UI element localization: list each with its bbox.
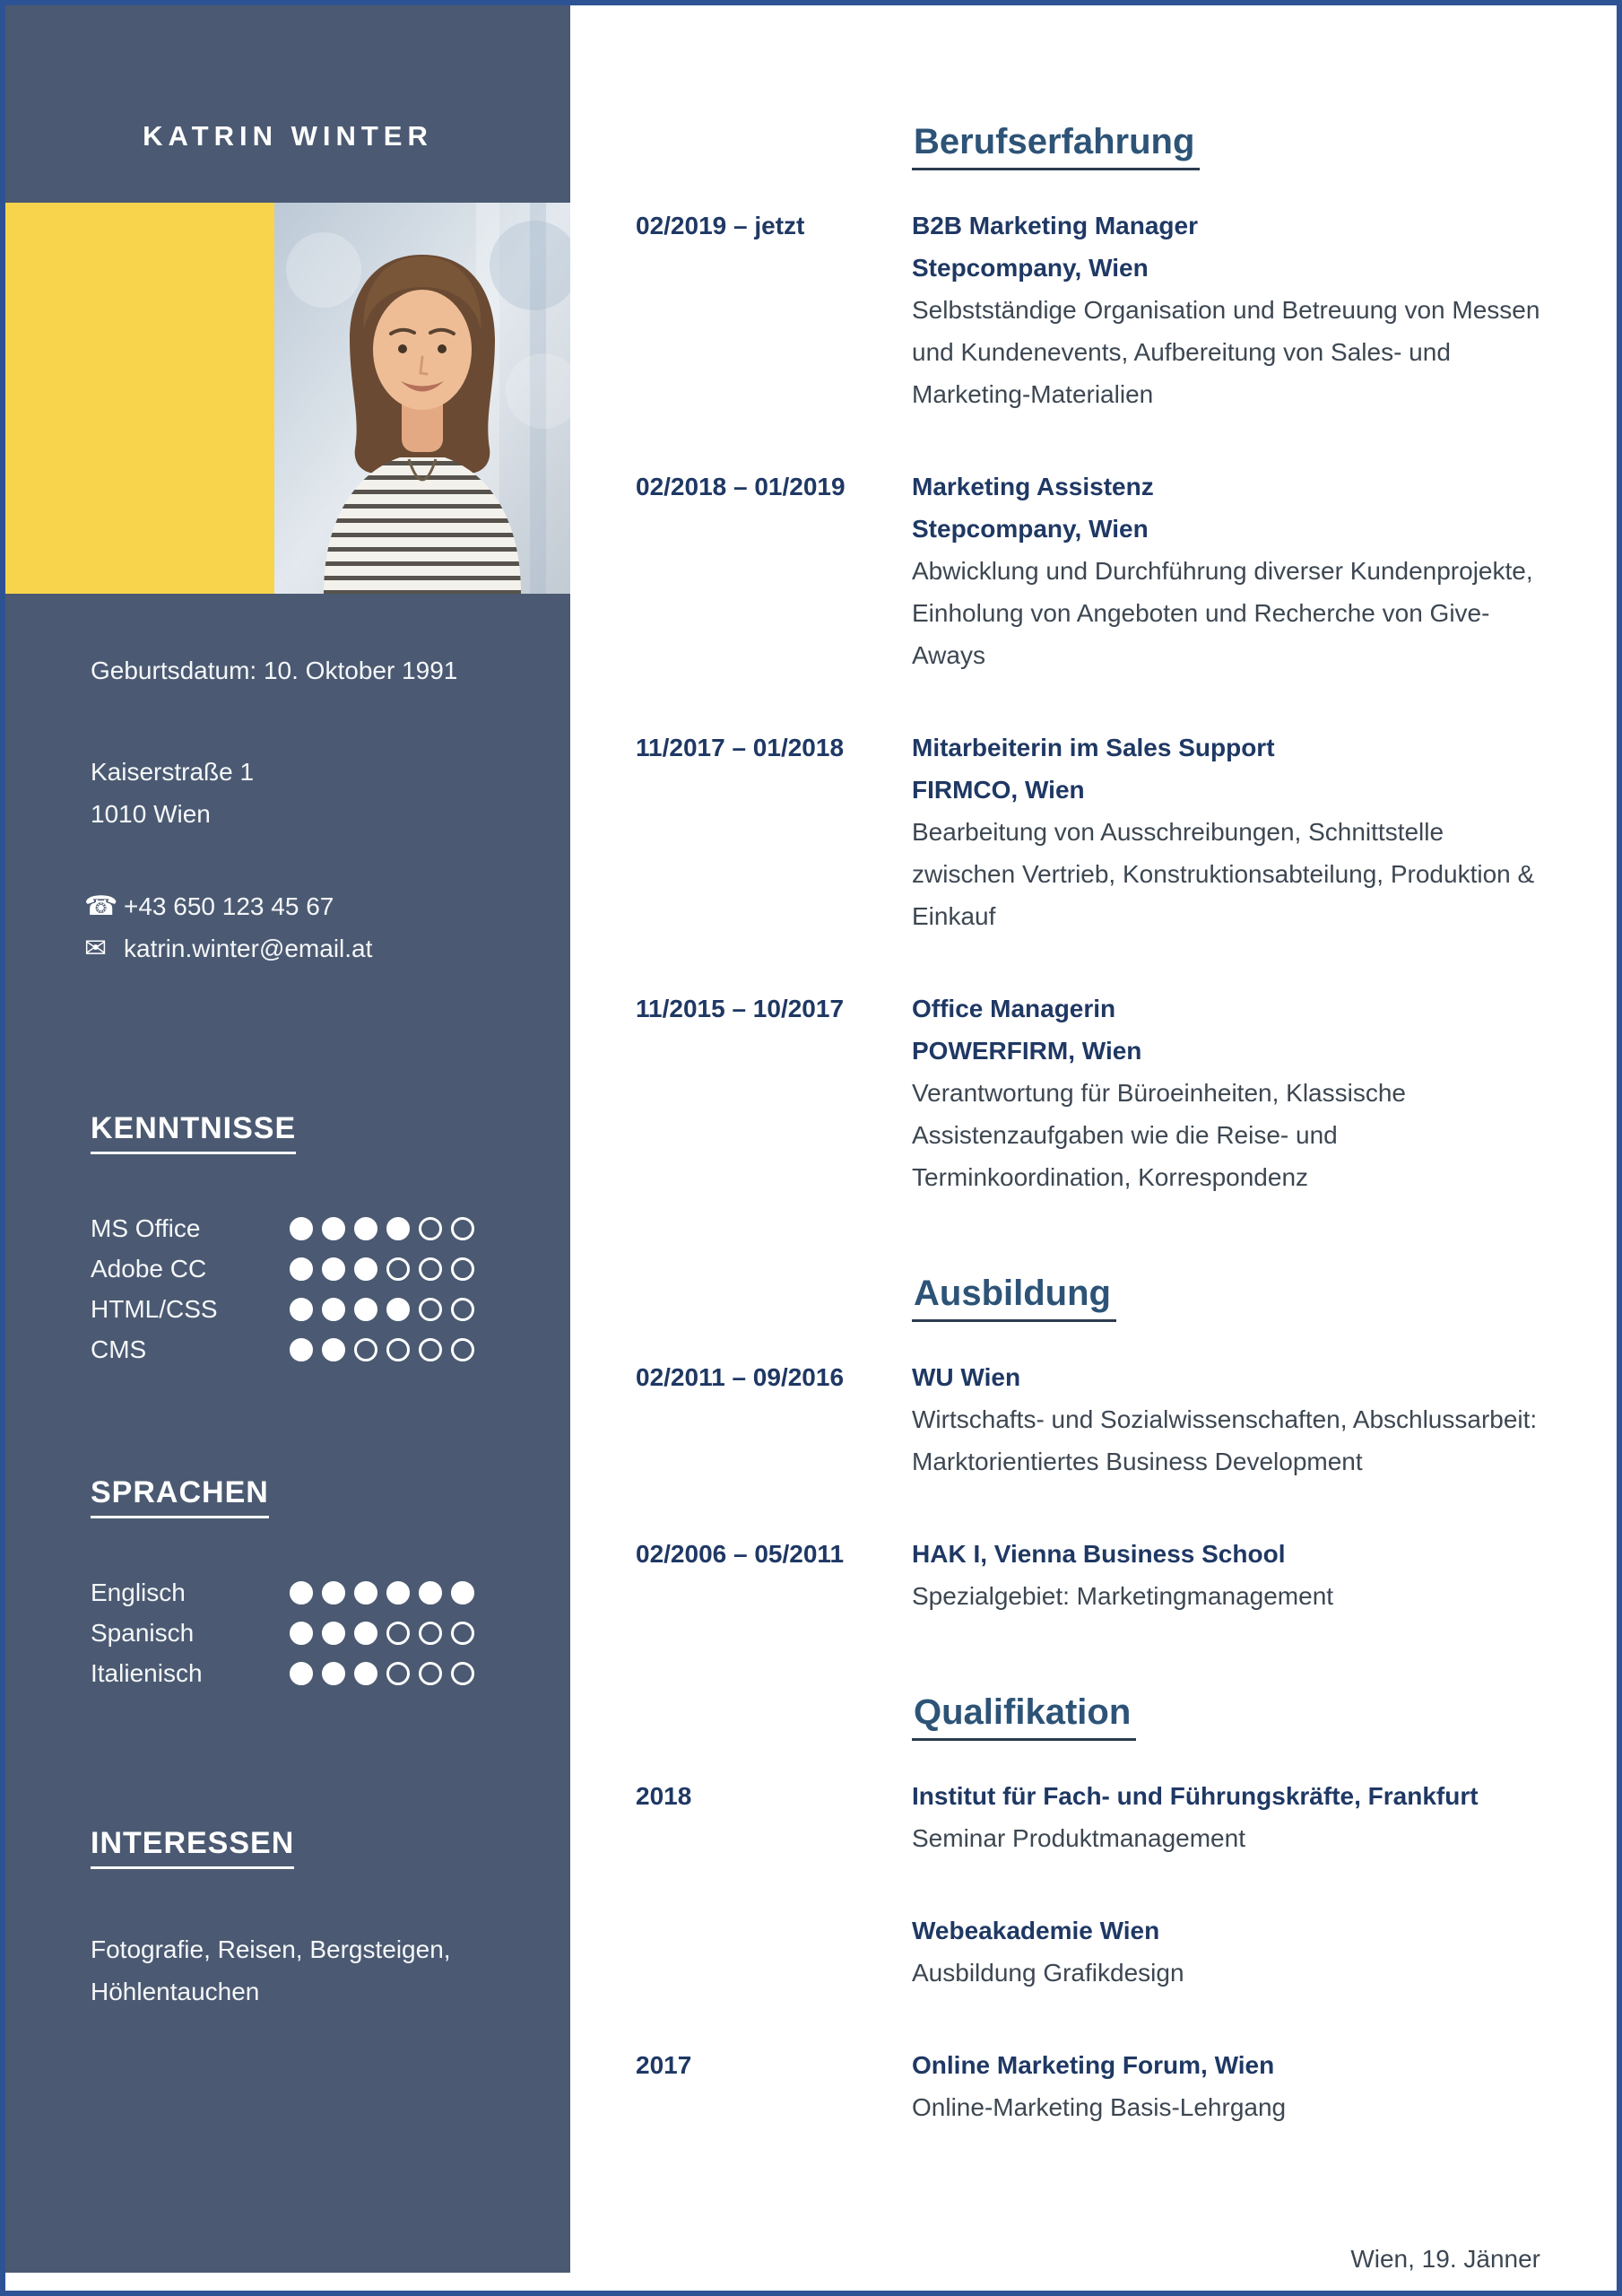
entry-date: 02/2006 – 05/2011 xyxy=(636,1540,845,1568)
section-title-education: Ausbildung xyxy=(912,1274,1116,1322)
language-rating xyxy=(290,1581,474,1605)
envelope-icon: ✉ xyxy=(84,933,108,963)
education-entry xyxy=(636,1356,1540,1483)
interests-text: Fotografie, Reisen, Bergsteigen, Höhlentauchen xyxy=(91,1935,451,2005)
entry-date: 02/2019 – jetzt xyxy=(636,212,805,239)
language-label: Spanisch xyxy=(91,1618,195,1647)
skill-rating xyxy=(290,1257,474,1281)
entry-description: Online-Marketing Basis-Lehrgang xyxy=(912,2093,1287,2121)
entry-description: Wirtschafts- und Sozialwissenschaften, Abschlussarbeit: Marktorientiertes Business Development xyxy=(912,1405,1538,1475)
phone-row xyxy=(84,885,570,927)
yellow-accent-block xyxy=(5,203,274,594)
languages-list xyxy=(91,1572,570,1693)
section-experience xyxy=(636,122,1540,1198)
skills-heading: KENNTNISSE xyxy=(91,1111,296,1154)
entry-company: POWERFIRM, Wien xyxy=(912,1037,1142,1065)
skill-rating xyxy=(290,1298,474,1321)
section-qualification xyxy=(636,1692,1540,2128)
entry-description: Seminar Produktmanagement xyxy=(912,1824,1245,1852)
entry-institution: Institut für Fach- und Führungskräfte, Frankfurt xyxy=(912,1782,1479,1810)
skill-row xyxy=(91,1248,570,1289)
entry-date: 11/2017 – 01/2018 xyxy=(636,734,845,761)
language-row xyxy=(91,1653,570,1693)
qualification-entry xyxy=(636,1909,1540,1994)
address-line-1: Kaiserstraße 1 xyxy=(91,758,255,786)
languages-heading: SPRACHEN xyxy=(91,1475,269,1518)
entry-description: Abwicklung und Durchführung diverser Kundenprojekte, Einholung von Angeboten und Recherche von Give-Aways xyxy=(912,557,1533,669)
skill-label: MS Office xyxy=(91,1213,201,1242)
entry-company: Stepcompany, Wien xyxy=(912,515,1149,543)
entry-school: WU Wien xyxy=(912,1363,1021,1391)
entry-role: B2B Marketing Manager xyxy=(912,212,1198,239)
section-education xyxy=(636,1274,1540,1617)
photo-band xyxy=(5,203,570,594)
language-label: Englisch xyxy=(91,1578,186,1606)
entry-description: Bearbeitung von Ausschreibungen, Schnittstelle zwischen Vertrieb, Konstruktionsabteilung, Produktion & Einkauf xyxy=(912,818,1535,930)
entry-institution: Webeakademie Wien xyxy=(912,1917,1160,1944)
language-label: Italienisch xyxy=(91,1658,203,1687)
language-rating xyxy=(290,1662,474,1685)
entry-company: Stepcompany, Wien xyxy=(912,254,1149,282)
interests-heading: INTERESSEN xyxy=(91,1826,294,1869)
experience-entry xyxy=(636,726,1540,937)
entry-description: Ausbildung Grafikdesign xyxy=(912,1959,1184,1987)
education-entry xyxy=(636,1533,1540,1617)
entry-description: Selbstständige Organisation und Betreuung von Messen und Kundenevents, Aufbereitung von Sales- und Marketing-Materialien xyxy=(912,296,1540,408)
phone-icon: ☎ xyxy=(84,891,118,921)
qualification-entry xyxy=(636,2044,1540,2128)
person-name: KATRIN WINTER xyxy=(143,120,433,152)
entry-description: Spezialgebiet: Marketingmanagement xyxy=(912,1582,1334,1610)
contact-block xyxy=(84,885,570,970)
section-title-qualification: Qualifikation xyxy=(912,1692,1136,1741)
skill-rating xyxy=(290,1338,474,1361)
entry-date: 2017 xyxy=(636,2051,692,2079)
entry-date: 02/2011 – 09/2016 xyxy=(636,1363,845,1391)
entry-school: HAK I, Vienna Business School xyxy=(912,1540,1286,1568)
skill-rating xyxy=(290,1217,474,1240)
language-row xyxy=(91,1613,570,1653)
section-title-experience: Berufserfahrung xyxy=(912,122,1200,170)
entry-date: 11/2015 – 10/2017 xyxy=(636,995,845,1022)
experience-entry xyxy=(636,204,1540,415)
sidebar xyxy=(5,5,570,2273)
email-address: katrin.winter@email.at xyxy=(124,935,373,962)
qualification-entry xyxy=(636,1775,1540,1859)
entry-institution: Online Marketing Forum, Wien xyxy=(912,2051,1275,2079)
language-row xyxy=(91,1572,570,1613)
skill-row xyxy=(91,1208,570,1248)
entry-role: Office Managerin xyxy=(912,995,1116,1022)
skills-list xyxy=(91,1208,570,1370)
entry-description: Verantwortung für Büroeinheiten, Klassische Assistenzaufgaben wie die Reise- und Terminkoordination, Korrespondenz xyxy=(912,1079,1406,1191)
main-content xyxy=(570,5,1617,2296)
address-line-2: 1010 Wien xyxy=(91,800,211,828)
profile-photo xyxy=(274,203,570,594)
phone-number: +43 650 123 45 67 xyxy=(124,892,334,920)
skill-label: Adobe CC xyxy=(91,1254,207,1283)
entry-company: FIRMCO, Wien xyxy=(912,776,1085,804)
skill-label: CMS xyxy=(91,1335,147,1363)
skill-row xyxy=(91,1329,570,1370)
email-row xyxy=(84,927,570,970)
footer-note: Wien, 19. Jänner xyxy=(1350,2245,1540,2273)
experience-entry xyxy=(636,465,1540,676)
skill-label: HTML/CSS xyxy=(91,1294,218,1323)
entry-role: Marketing Assistenz xyxy=(912,473,1154,500)
entry-role: Mitarbeiterin im Sales Support xyxy=(912,734,1275,761)
entry-date: 02/2018 – 01/2019 xyxy=(636,473,846,500)
skill-row xyxy=(91,1289,570,1329)
experience-entry xyxy=(636,987,1540,1198)
entry-date xyxy=(636,1909,912,1994)
birthdate: Geburtsdatum: 10. Oktober 1991 xyxy=(91,657,458,684)
address xyxy=(91,751,570,835)
language-rating xyxy=(290,1622,474,1645)
entry-date: 2018 xyxy=(636,1782,692,1810)
